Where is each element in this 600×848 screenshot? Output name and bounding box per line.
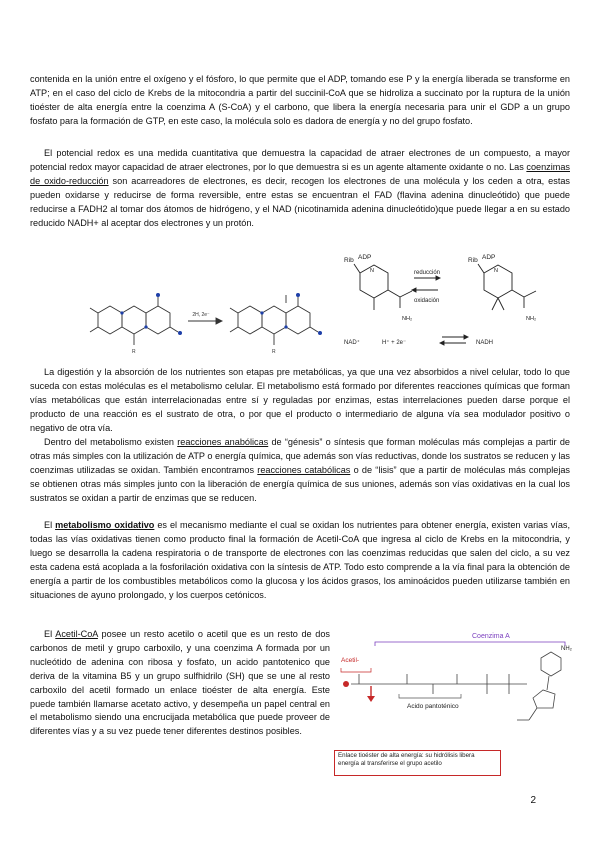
fad-arrow-label: 2H, 2e⁻ — [192, 312, 210, 318]
paragraph-atp — [30, 73, 570, 129]
paragraph-text: son acarreadores de electrones, es decir, recogen los electrones de una molécula y los ceden a otra, estas pueden oxidarse y reducirse de forma reversible, entre estas se encuentran el FAD (flavina adenina dinucleótido) que puede reducirse a FADH2 al tomar dos átomos de hidrógeno, y el NAD (nicotinamida adenina dinucleótido)que puede llegar a en su estado reducido NADH+ al aceptar dos electrones y un protón. — [30, 175, 570, 228]
paragraph-text: Dentro del metabolismo existen — [44, 437, 178, 447]
acetil-label: Acetil- — [341, 657, 360, 664]
n-right: N — [494, 268, 498, 274]
paragraph-text: El potencial redox es una medida cuantitativa que demuestra la capacidad de atraer electrones de un compuesto, a mayor potencial redox mayor capacidad de atraer electrones, por lo que demuestra si es un agente altamente oxidante o no. Las — [30, 148, 570, 172]
term-metabolismo-oxidativo: metabolismo oxidativo — [55, 520, 155, 530]
nh2-right: NH₂ — [526, 316, 537, 322]
nad-reduction-figure — [334, 248, 574, 363]
paragraph-text: El — [44, 629, 56, 639]
adp-left: ADP — [358, 254, 372, 261]
coenzima-a-label: Coenzima A — [472, 633, 510, 640]
fad-reduction-figure — [88, 283, 348, 363]
paragraph-text: de “génesis” o síntesis que forman moléculas más complejas a partir de otras más simples con la utilización de ATP o energía química, que además son vías reductivas, donde los sustratos se reducen y las coenzimas utilizadas se oxidan. También encontramos — [30, 437, 570, 475]
rib-left: Rib — [344, 257, 354, 264]
nh2-left: NH₂ — [402, 316, 413, 322]
paragraph-text: o de “lisis” que a partir de moléculas más complejas se obtienen otras más simples junto con la liberación de energía química de sus uniones, además son vías oxidativas en la cual los sustratos se oxidan a partir de enzimas que se reducen. — [30, 464, 570, 503]
paragraph-oxidative-metabolism — [30, 519, 570, 602]
term-acetil-coa: Acetil-CoA — [55, 629, 98, 639]
paragraph-text: El — [44, 520, 56, 530]
r-label: R — [132, 349, 136, 355]
reduction-label: reducción — [414, 270, 441, 276]
paragraph-redox — [30, 147, 570, 230]
nad-label: NAD⁺ — [344, 340, 360, 346]
term-reacciones-catabolicas: reacciones catabólicas — [257, 464, 351, 475]
term-reacciones-anabolicas: reacciones anabólicas — [177, 437, 269, 447]
paragraph-text: es el mecanismo mediante el cual se oxidan los nutrientes para obtener energía, existen varias vías, todas las vías oxidativas tienen como producto final la formación de Acetil-CoA que ingresa al ciclo de Krebs en la mitocondria, y luego se desarrolla la cadena respiratoria o de transporte de electrones con las coenzimas reducidas que salen del ciclo, a su vez esta cadena está acoplada a la fosforilación oxidativa con la síntesis de ATP. Todo esto comprende a la vía final para la obtención de energía a partir de los combustibles metabólicos como la glucosa y los ácidos grasos, los aminoácidos pueden utilizarse también en situaciones de ayuno prolongado, y los cuerpos cetónicos. — [30, 520, 571, 600]
h-label: H⁺ + 2e⁻ — [382, 340, 407, 346]
pantotenico-label: Acido pantoténico — [407, 703, 459, 710]
paragraph-digestion — [30, 366, 570, 436]
acetyl-coa-structure — [337, 628, 575, 750]
paragraph-text: posee un resto acetilo o acetil que es un resto de dos carbonos de metil y grupo carboxilo, y una coenzima A formada por un nucleótido de adenina con ribosa y fosfato, un acido pantotenico que deriva de la vitamina B5 y un grupo sulfhidrilo (SH) que se une al resto carboxilo del acetil formado un enlace tioéster de alta energía. Este puede también llamarse acetato activo, y desempeña un papel central en el metabolismo siendo una encrucijada metabólica que puede proveer de diferentes vías y a su vez puede tener diferentes destinos posibles. — [30, 629, 330, 737]
nh2-label: NH₂ — [561, 646, 572, 652]
rib-right: Rib — [468, 257, 478, 264]
oxidation-label: oxidación — [414, 298, 440, 304]
adp-right: ADP — [482, 254, 496, 261]
paragraph-acetyl-coa — [30, 628, 330, 739]
paragraph-text: contenida en la unión entre el oxígeno y el fósforo, lo que permite que el ADP, tomando ese P y la energía liberada se transforme en ATP; en el caso del ciclo de Krebs de la mitocondria a partir del succinil-CoA que se hidroliza a succinato por la ruptura de la unión tioéster de alta energía entre la coenzima A (S-CoA) y el carbono, que libera la energía necesaria para unir el GDP a un grupo fosfato para la formación de GTP, en este caso, la molécula solo es dadora de energía y no del grupo fosfato. — [30, 74, 570, 126]
nadh-label: NADH — [476, 340, 494, 346]
paragraph-anabolic-catabolic — [30, 436, 570, 506]
thioester-callout: Enlace tioéster de alta energía: su hidrólisis libera energía al transferirse el grupo acetilo — [334, 750, 501, 776]
paragraph-text: La digestión y la absorción de los nutrientes son etapas pre metabólicas, ya que una vez absorbidos a nivel celular, todo lo que suceda con estas moléculas es el metabolismo celular. El metabolismo está formado por diferentes reacciones químicas que forman vías metabólicas que están interrelacionadas entre sí y reguladas por enzimas, estas interrelaciones pueden darse porque el producto de una reacción es el sustrato de otra, o por que el producto o intermediario de alguna vía sea modulador positivo o negativo de otra vía. — [30, 367, 570, 433]
page-number: 2 — [530, 795, 536, 806]
acetyl-coa-figure — [337, 628, 575, 768]
r-label: R — [272, 349, 276, 355]
term-coenzimas-oxido-reduccion: coenzimas de oxido-reducción — [30, 161, 570, 186]
n-left: N — [370, 268, 374, 274]
